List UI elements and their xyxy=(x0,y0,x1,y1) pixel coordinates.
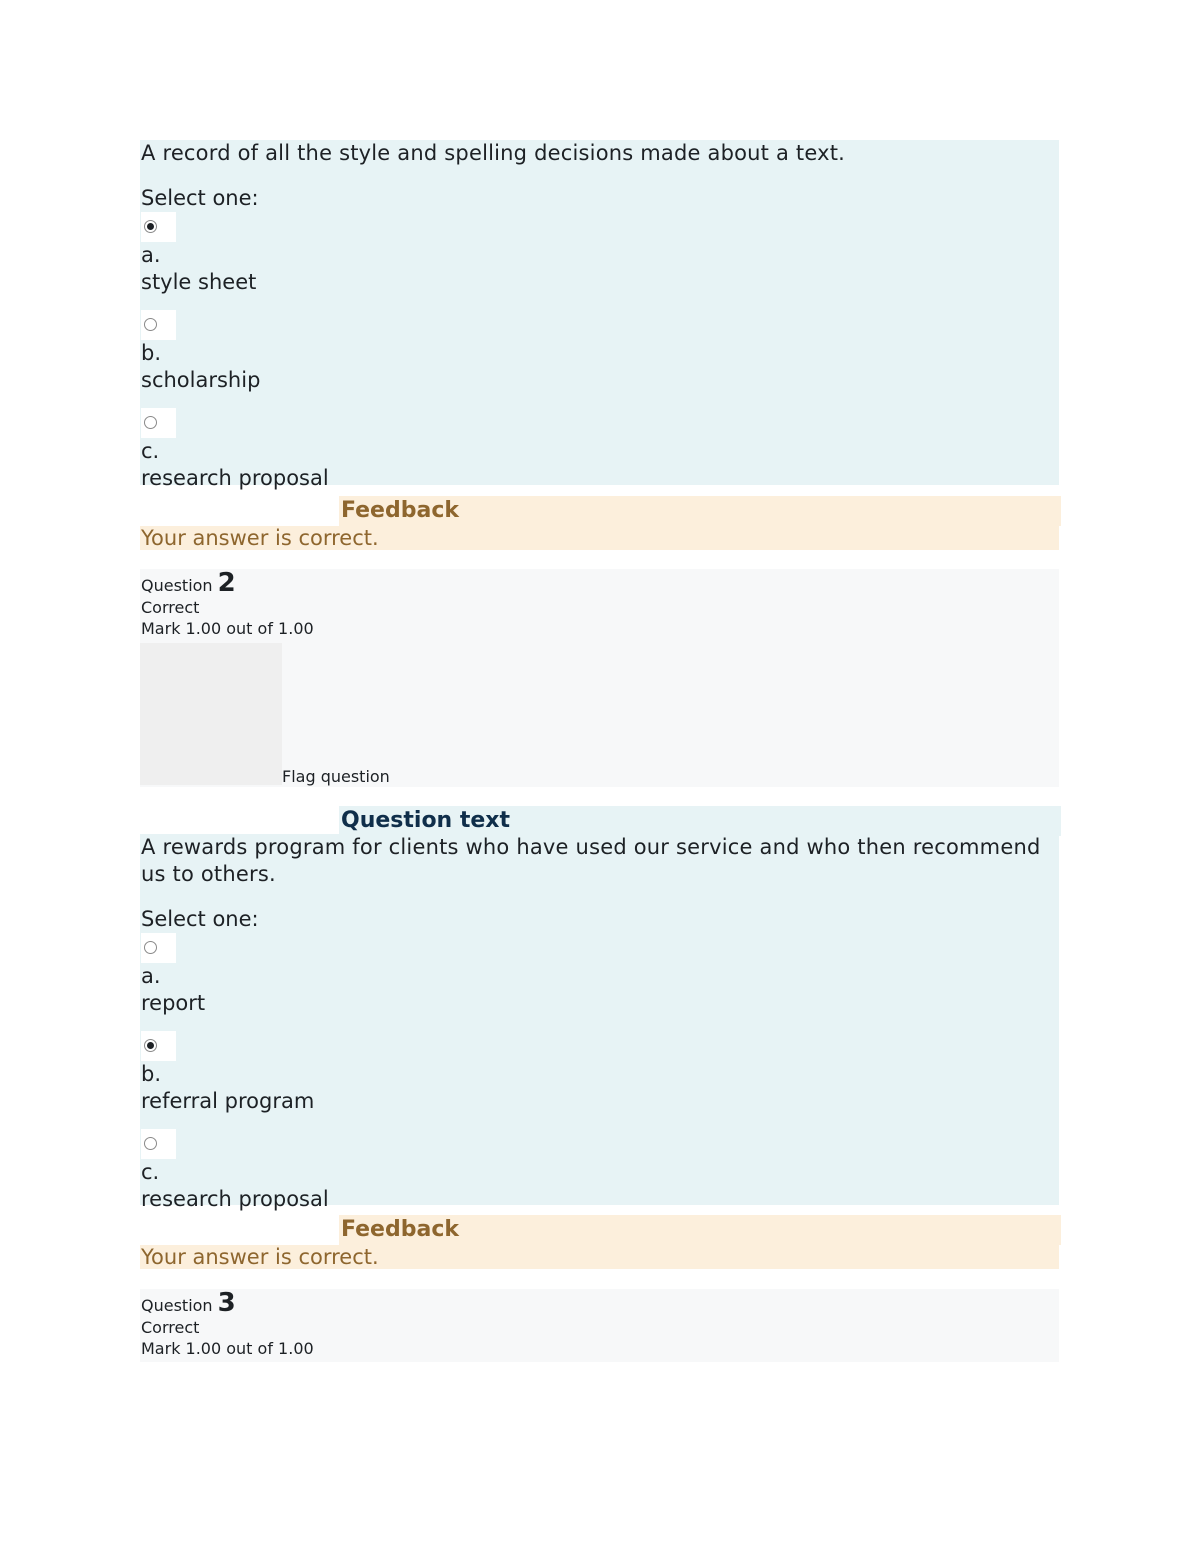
question-2-stem: A rewards program for clients who have used our service and who then recommend us to others. xyxy=(141,835,1041,886)
question-1-content xyxy=(140,140,1059,490)
question-number: 3 xyxy=(217,1288,236,1318)
option-letter: c. xyxy=(141,1160,160,1184)
answer-option-b[interactable] xyxy=(141,1031,1059,1115)
question-3-info xyxy=(140,1289,1059,1362)
answer-option-a[interactable] xyxy=(141,933,1059,1017)
radio-wrapper[interactable] xyxy=(141,408,176,438)
option-letter: c. xyxy=(141,439,160,463)
question-1-feedback-text: Your answer is correct. xyxy=(140,526,1059,550)
option-letter: a. xyxy=(141,243,161,267)
question-2-prompt: Select one: xyxy=(141,907,259,931)
radio-wrapper[interactable] xyxy=(141,933,176,963)
question-number: 2 xyxy=(217,568,236,598)
flag-question-link[interactable]: Flag question xyxy=(282,767,390,786)
question-1-prompt: Select one: xyxy=(141,186,259,210)
radio-button[interactable] xyxy=(144,220,157,233)
question-1-feedback-heading: Feedback xyxy=(339,496,1061,526)
option-label[interactable]: scholarship xyxy=(141,368,261,392)
option-label[interactable]: research proposal xyxy=(141,466,329,490)
answer-option-c[interactable] xyxy=(141,1129,1059,1213)
question-word: Question xyxy=(141,576,213,595)
radio-button[interactable] xyxy=(144,941,157,954)
radio-button[interactable] xyxy=(144,416,157,429)
question-2-number xyxy=(141,569,1059,597)
question-2-text-heading: Question text xyxy=(339,806,1061,836)
question-2-grade: Mark 1.00 out of 1.00 xyxy=(141,619,314,638)
radio-wrapper[interactable] xyxy=(141,310,176,340)
flag-icon[interactable] xyxy=(140,643,282,785)
option-letter: b. xyxy=(141,1062,162,1086)
option-letter: a. xyxy=(141,964,161,988)
option-label[interactable]: report xyxy=(141,991,206,1015)
option-letter: b. xyxy=(141,341,162,365)
radio-wrapper[interactable] xyxy=(141,1129,176,1159)
answer-option-a[interactable] xyxy=(141,212,1059,296)
question-2-content xyxy=(140,834,1059,1211)
question-2-feedback-text: Your answer is correct. xyxy=(140,1245,1059,1269)
question-2-state: Correct xyxy=(141,598,200,617)
radio-button[interactable] xyxy=(144,318,157,331)
question-3-number xyxy=(141,1289,1059,1317)
question-3-state: Correct xyxy=(141,1318,200,1337)
question-2-feedback-heading: Feedback xyxy=(339,1215,1061,1245)
question-2-info xyxy=(140,569,1059,787)
question-3-grade: Mark 1.00 out of 1.00 xyxy=(141,1339,314,1358)
radio-wrapper[interactable] xyxy=(141,212,176,242)
question-1-stem: A record of all the style and spelling decisions made about a text. xyxy=(141,141,846,165)
answer-option-b[interactable] xyxy=(141,310,1059,394)
radio-wrapper[interactable] xyxy=(141,1031,176,1061)
option-label[interactable]: referral program xyxy=(141,1089,315,1113)
option-label[interactable]: style sheet xyxy=(141,270,257,294)
radio-button[interactable] xyxy=(144,1137,157,1150)
question-word: Question xyxy=(141,1296,213,1315)
option-label[interactable]: research proposal xyxy=(141,1187,329,1211)
radio-button[interactable] xyxy=(144,1039,157,1052)
answer-option-c[interactable] xyxy=(141,408,1059,492)
